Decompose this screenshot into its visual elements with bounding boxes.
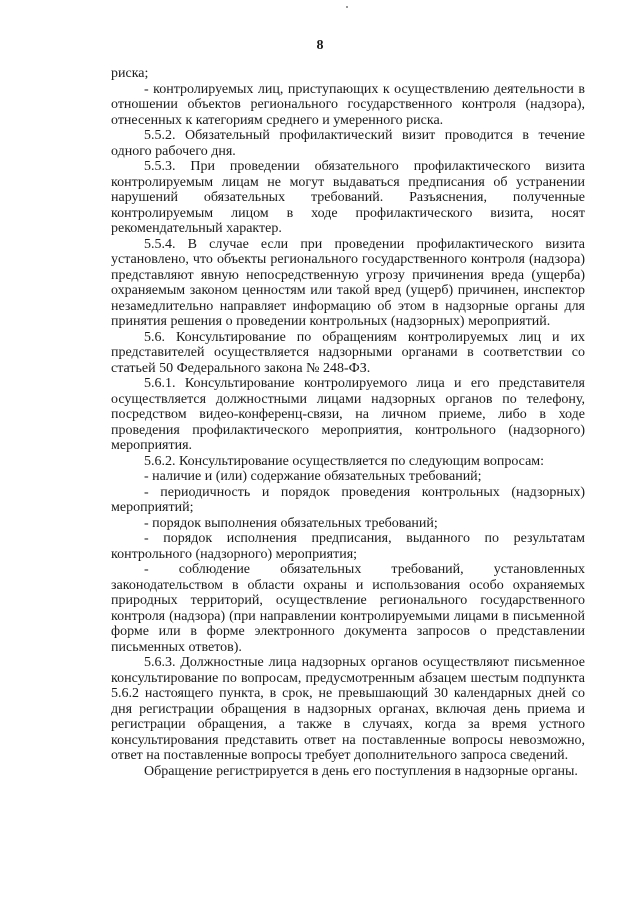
- paragraph: - контролируемых лиц, приступающих к осуществлению деятельности в отношении объектов регионального государственного контроля (надзора), отнесенных к категориям среднего и умеренного риска.: [111, 81, 585, 128]
- paragraph: - порядок выполнения обязательных требований;: [144, 515, 438, 531]
- paragraph: 5.6.1. Консультирование контролируемого лица и его представителя осуществляется должностными лицами надзорных органов по телефону, посредством видео-конференц-связи, на личном приеме, либо в ходе проведения профилактического мероприятия, контрольного (надзорного) мероприятия.: [111, 376, 585, 453]
- paragraph: 5.6.2. Консультирование осуществляется по следующим вопросам:: [144, 453, 545, 469]
- document-body: [111, 66, 585, 779]
- paragraph: 5.6. Консультирование по обращениям контролируемых лиц и их представителей осуществляется надзорными органами в соответствии со статьей 50 Федерального закона № 248-ФЗ.: [111, 329, 585, 376]
- paragraph: 5.5.2. Обязательный профилактический визит проводится в течение одного рабочего дня.: [111, 128, 585, 159]
- page-number: 8: [316, 38, 324, 53]
- paragraph: 5.5.4. В случае если при проведении профилактического визита установлено, что объекты регионального государственного контроля (надзора) представляют явную непосредственную угрозу причинения вреда (ущерба) охраняемым законом ценностям или такой вред (ущерб) причинен, инспектор незамедлительно направляет информацию об этом в надзорные органы для принятия решения о проведении контрольных (надзорных) мероприятий.: [111, 236, 585, 329]
- paragraph: - периодичность и порядок проведения контрольных (надзорных) мероприятий;: [111, 484, 585, 515]
- paragraph: - наличие и (или) содержание обязательных требований;: [144, 469, 482, 484]
- paragraph: риска;: [111, 66, 149, 81]
- paragraph: - порядок исполнения предписания, выданного по результатам контрольного (надзорного) мероприятия;: [111, 531, 585, 562]
- paragraph: 5.5.3. При проведении обязательного профилактического визита контролируемым лицам не могут выдаваться предписания об устранении нарушений обязательных требований. Разъяснения, полученные контролируемым лицом в ходе профилактического визита, носят рекомендательный характер.: [111, 159, 585, 236]
- paragraph: 5.6.3. Должностные лица надзорных органов осуществляют письменное консультирование по вопросам, предусмотренным абзацем шестым подпункта 5.6.2 настоящего пункта, в срок, не превышающий 30 календарных дней со дня регистрации обращения в надзорных органах, включая день приема и регистрации обращения, а также в случаях, когда за время устного консультирования представить ответ на поставленные вопросы невозможно, ответ на поставленные вопросы требует дополнительного запроса сведений.: [111, 655, 585, 763]
- paragraph: - соблюдение обязательных требований, установленных законодательством в области охраны и использования особо охраняемых природных территорий, осуществление регионального государственного контроля (надзора) (при направлении контролируемыми лицами в письменной форме или в форме электронного документа запросов о представлении письменных ответов).: [111, 562, 585, 655]
- scan-speck: [346, 6, 348, 8]
- paragraph: Обращение регистрируется в день его поступления в надзорные органы.: [144, 763, 578, 779]
